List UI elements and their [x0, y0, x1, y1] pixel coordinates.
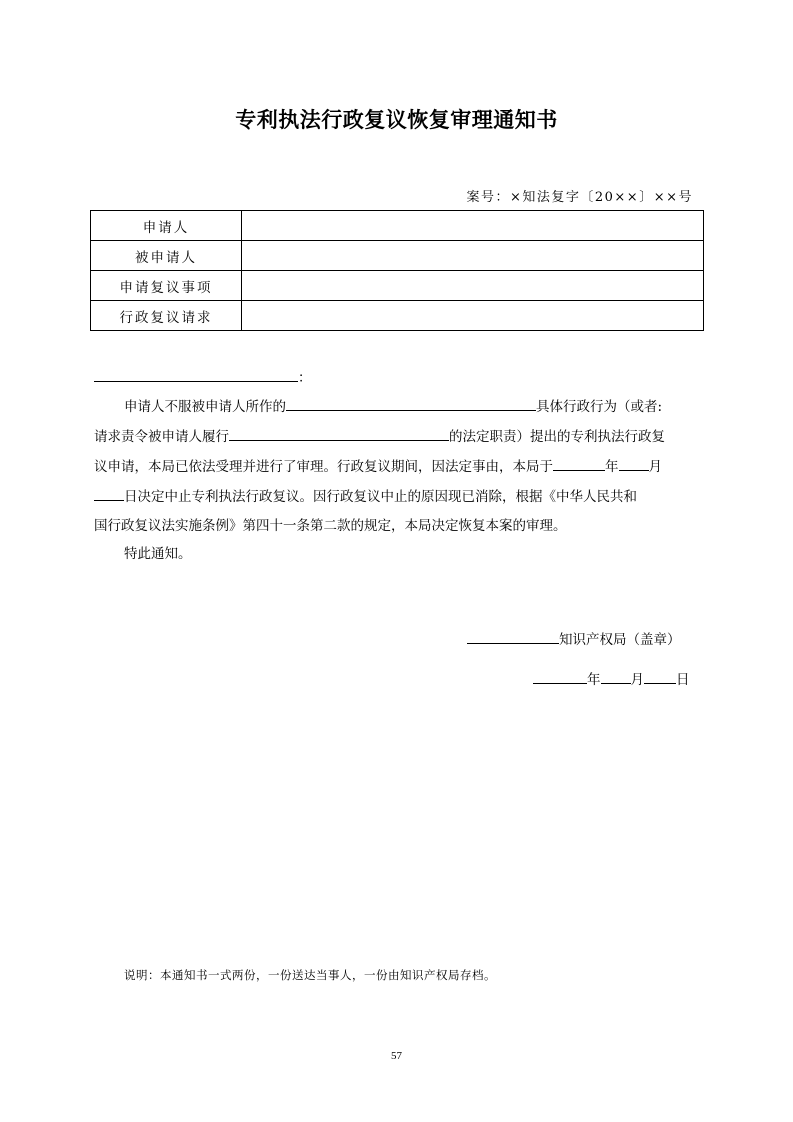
authority-blank[interactable]	[467, 629, 559, 644]
suspend-year-blank[interactable]	[553, 456, 605, 471]
table-row	[91, 271, 704, 301]
table-row	[91, 241, 704, 271]
page-number: 57	[391, 1050, 402, 1062]
row-label-request: 行政复议请求	[91, 301, 242, 331]
body-text-1b: 具体行政行为（或者:	[536, 399, 663, 415]
sign-month-label: 月	[630, 672, 644, 688]
suspend-month-blank[interactable]	[619, 456, 649, 471]
row-label-respondent: 被申请人	[91, 241, 242, 271]
table-row	[91, 301, 704, 331]
info-table	[90, 210, 704, 331]
body-text-2a: 请求责令被申请人履行	[94, 429, 229, 445]
sign-day-label: 日	[676, 672, 690, 688]
duty-blank[interactable]	[229, 426, 449, 441]
body-line-4	[94, 485, 637, 505]
addressee-colon: ：	[298, 370, 312, 386]
body-text-year: 年	[605, 459, 619, 475]
action-blank[interactable]	[286, 396, 536, 411]
body-line-1	[124, 395, 662, 415]
body-text-1a: 申请人不服被申请人所作的	[124, 399, 286, 415]
body-text-3a: 议申请，本局已依法受理并进行了审理。行政复议期间，因法定事由，本局于	[94, 459, 553, 475]
authority-label: 知识产权局（盖章）	[559, 632, 681, 648]
row-value-applicant[interactable]	[242, 211, 704, 241]
row-value-request[interactable]	[242, 301, 704, 331]
row-label-matter: 申请复议事项	[91, 271, 242, 301]
body-line-3	[94, 455, 662, 475]
body-text-5: 国行政复议法实施条例》第四十一条第二款的规定，本局决定恢复本案的审理。	[94, 518, 567, 534]
signature-authority	[467, 628, 681, 648]
body-text-month: 月	[648, 459, 662, 475]
body-text-4: 日决定中止专利执法行政复议。因行政复议中止的原因现已消除，根据《中华人民共和	[124, 489, 637, 505]
body-line-2	[94, 425, 665, 445]
row-value-matter[interactable]	[242, 271, 704, 301]
sign-year-label: 年	[587, 672, 601, 688]
addressee-line	[94, 366, 312, 386]
body-line-5	[94, 514, 567, 534]
signature-date	[533, 668, 690, 688]
case-number: 案号：×知法复字〔20××〕××号	[466, 190, 693, 205]
footnote: 说明：本通知书一式两份，一份送达当事人，一份由知识产权局存档。	[124, 968, 496, 982]
sign-day-blank[interactable]	[644, 669, 676, 684]
closing-line: 特此通知。	[124, 546, 192, 562]
sign-year-blank[interactable]	[533, 669, 587, 684]
suspend-day-blank[interactable]	[94, 486, 124, 501]
body-text-2b: 的法定职责）提出的专利执法行政复	[449, 429, 665, 445]
addressee-blank[interactable]	[94, 367, 298, 382]
table-row	[91, 211, 704, 241]
row-label-applicant: 申请人	[91, 211, 242, 241]
row-value-respondent[interactable]	[242, 241, 704, 271]
document-title: 专利执法行政复议恢复审理通知书	[235, 108, 558, 132]
sign-month-blank[interactable]	[601, 669, 631, 684]
